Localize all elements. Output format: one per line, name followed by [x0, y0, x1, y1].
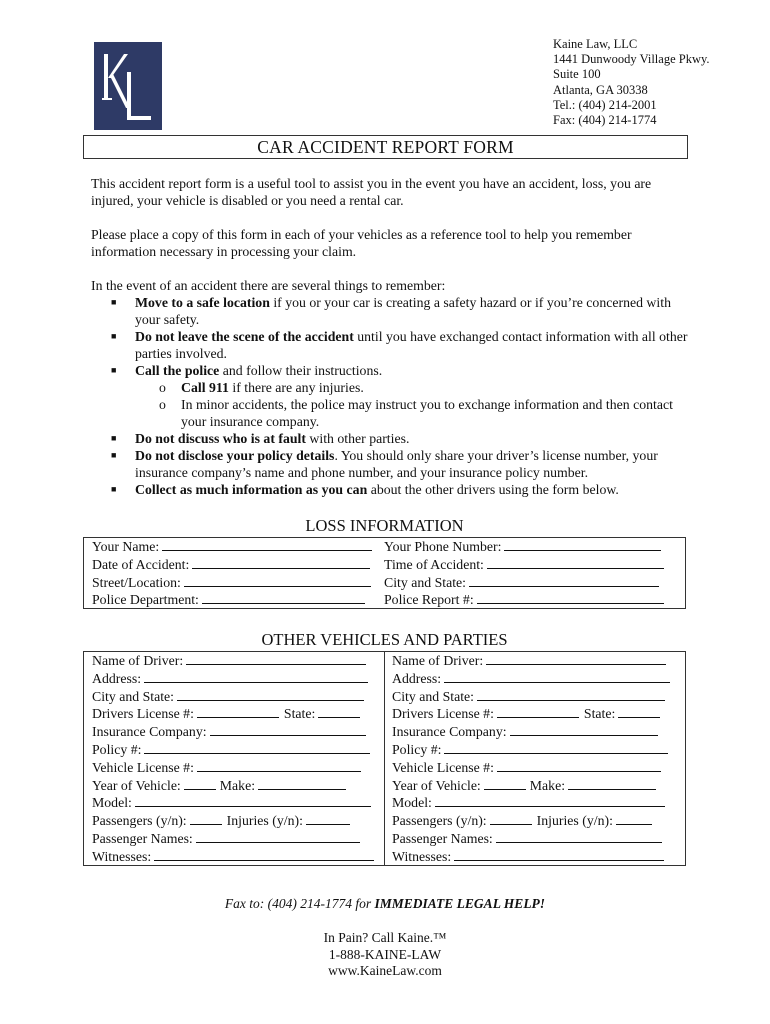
field-label: Insurance Company: [392, 724, 507, 740]
field-label: Drivers License #: [392, 706, 494, 722]
fax-emphasis: IMMEDIATE LEGAL HELP! [374, 896, 546, 911]
field-label: Injuries (y/n): [226, 813, 303, 829]
list-item [91, 430, 691, 447]
other-vehicles-box [83, 651, 686, 866]
vehicle-model-field[interactable] [435, 794, 665, 807]
injuries-field[interactable] [616, 812, 652, 825]
field-label: Make: [219, 777, 256, 793]
field-label: Vehicle License #: [92, 759, 194, 775]
vehicle-license-field[interactable] [497, 759, 661, 772]
field-label: Passenger Names: [392, 830, 493, 846]
footer [0, 930, 770, 980]
field-label: Passengers (y/n): [392, 813, 487, 829]
insurance-company-field[interactable] [210, 723, 366, 736]
list-item [91, 328, 691, 362]
policy-number-field[interactable] [444, 741, 668, 754]
column-divider [384, 652, 385, 865]
sub-list-item [91, 379, 691, 396]
field-label: Witnesses: [392, 848, 452, 864]
drivers-license-field[interactable] [197, 705, 279, 718]
city-state-field[interactable] [469, 574, 659, 587]
field-label: Police Report #: [384, 592, 474, 608]
list-item-bold: Do not disclose your policy details [135, 448, 335, 463]
square-bullet-icon: ■ [111, 365, 117, 375]
list-item [91, 362, 691, 379]
footer-phone: 1-888-KAINE-LAW [328, 946, 442, 962]
field-label: Name of Driver: [392, 653, 484, 668]
field-label: Model: [392, 795, 432, 811]
list-item-text: with other parties. [305, 431, 410, 446]
field-label: Your Phone Number: [384, 539, 502, 554]
address-line: 1441 Dunwoody Village Pkwy. [553, 52, 710, 67]
list-item-text: if you or your car is creating a safety hazard or if you’re concerned with your safety. [135, 295, 671, 327]
field-label: Year of Vehicle: [92, 777, 181, 793]
vehicle-year-field[interactable] [484, 777, 526, 790]
passengers-field[interactable] [190, 812, 222, 825]
field-label: Make: [529, 777, 566, 793]
field-label: City and State: [392, 688, 475, 704]
intro-paragraph-1: This accident report form is a useful tool to assist you in the event you have an accident, loss, you are injured, your vehicle is disabled or you need a rental car. [91, 176, 652, 208]
footer-website: www.KaineLaw.com [328, 963, 442, 978]
sub-item-text: In minor accidents, the police may instruct you to exchange information and then contact your insurance company. [181, 397, 673, 429]
witnesses-field[interactable] [154, 848, 374, 861]
loss-right-column [384, 538, 664, 609]
circle-bullet-icon: o [159, 380, 166, 395]
square-bullet-icon: ■ [111, 484, 117, 494]
field-label: Witnesses: [92, 848, 152, 864]
vehicle-license-field[interactable] [197, 759, 361, 772]
vehicle-model-field[interactable] [135, 794, 371, 807]
field-label: Date of Accident: [92, 556, 190, 572]
field-label: Policy #: [392, 741, 442, 757]
vehicle-year-field[interactable] [184, 777, 216, 790]
square-bullet-icon: ■ [111, 297, 117, 307]
list-item-text: until you have exchanged contact information with all other parties involved. [135, 329, 688, 361]
loss-section-title: LOSS INFORMATION [305, 516, 464, 535]
list-item-text: and follow their instructions. [219, 363, 383, 378]
other-section-title: OTHER VEHICLES AND PARTIES [261, 630, 508, 649]
police-department-field[interactable] [202, 591, 365, 604]
field-label: City and State: [92, 688, 175, 704]
police-report-field[interactable] [477, 591, 664, 604]
sub-item-bold: Call 911 [181, 380, 229, 395]
list-item-bold: Move to a safe location [135, 295, 270, 310]
witnesses-field[interactable] [454, 848, 664, 861]
loss-left-column [92, 538, 372, 609]
city-state-field[interactable] [477, 688, 665, 701]
field-label: State: [283, 706, 316, 722]
list-item [91, 447, 691, 481]
checklist [91, 294, 691, 498]
sub-item-text: if there are any injuries. [228, 380, 364, 395]
intro-paragraph-2: Please place a copy of this form in each of your vehicles as a reference tool to help you remember information necessary in processing your claim. [91, 227, 632, 259]
kl-monogram-icon [94, 42, 162, 130]
intro-paragraph-3: In the event of an accident there are several things to remember: [91, 278, 446, 293]
passenger-names-field[interactable] [196, 830, 360, 843]
field-label: Your Name: [92, 539, 160, 554]
drivers-license-field[interactable] [497, 705, 579, 718]
your-phone-field[interactable] [504, 538, 661, 551]
field-label: Injuries (y/n): [536, 813, 613, 829]
driver-name-field[interactable] [186, 652, 366, 665]
fax-text: Fax to: (404) 214-1774 for [224, 896, 375, 911]
form-title-box [83, 135, 688, 159]
field-label: Street/Location: [92, 574, 181, 590]
list-item [91, 294, 691, 328]
sub-list-item [91, 396, 691, 430]
license-state-field[interactable] [318, 705, 360, 718]
injuries-field[interactable] [306, 812, 350, 825]
field-label: Policy #: [92, 741, 142, 757]
field-label: Time of Accident: [384, 556, 484, 572]
firm-logo [94, 42, 162, 130]
field-label: Year of Vehicle: [392, 777, 481, 793]
form-title: CAR ACCIDENT REPORT FORM [257, 136, 514, 157]
list-item-bold: Collect as much information as you can [135, 482, 368, 497]
address-line: Suite 100 [553, 67, 601, 82]
square-bullet-icon: ■ [111, 433, 117, 443]
passenger-names-field[interactable] [496, 830, 662, 843]
address-line: Tel.: (404) 214-2001 [553, 97, 657, 112]
square-bullet-icon: ■ [111, 450, 117, 460]
field-label: Address: [92, 670, 142, 686]
firm-address [553, 37, 710, 128]
list-item-text: . You should only share your driver’s license number, your insurance company’s name and phone number, and your insurance policy number. [135, 448, 658, 480]
list-item-text: about the other drivers using the form below. [367, 482, 619, 497]
loss-info-box [83, 537, 686, 609]
your-name-field[interactable] [162, 538, 372, 551]
field-label: Address: [392, 670, 442, 686]
driver-name-field[interactable] [486, 652, 666, 665]
field-label: State: [583, 706, 616, 722]
street-location-field[interactable] [184, 574, 371, 587]
vehicle-make-field[interactable] [568, 777, 656, 790]
policy-number-field[interactable] [144, 741, 370, 754]
footer-tagline: In Pain? Call Kaine.™ [323, 930, 447, 945]
insurance-company-field[interactable] [510, 723, 658, 736]
field-label: Vehicle License #: [392, 759, 494, 775]
address-line: Fax: (404) 214-1774 [553, 113, 657, 128]
fax-callout [0, 896, 770, 912]
address-field[interactable] [144, 670, 368, 683]
driver-2-column [392, 652, 670, 866]
field-label: Drivers License #: [92, 706, 194, 722]
field-label: Passengers (y/n): [92, 813, 187, 829]
field-label: Name of Driver: [92, 653, 184, 668]
driver-1-column [92, 652, 374, 866]
list-item-bold: Do not discuss who is at fault [135, 431, 306, 446]
address-line: Kaine Law, LLC [553, 37, 638, 51]
field-label: Passenger Names: [92, 830, 193, 846]
list-item-bold: Call the police [135, 363, 220, 378]
list-item-bold: Do not leave the scene of the accident [135, 329, 354, 344]
list-item [91, 481, 691, 498]
circle-bullet-icon: o [159, 397, 166, 412]
vehicle-make-field[interactable] [258, 777, 346, 790]
time-of-accident-field[interactable] [487, 556, 664, 569]
city-state-field[interactable] [177, 688, 364, 701]
field-label: Insurance Company: [92, 724, 207, 740]
field-label: City and State: [384, 574, 467, 590]
license-state-field[interactable] [618, 705, 660, 718]
field-label: Police Department: [92, 592, 199, 608]
field-label: Model: [92, 795, 132, 811]
date-of-accident-field[interactable] [192, 556, 370, 569]
square-bullet-icon: ■ [111, 331, 117, 341]
address-field[interactable] [444, 670, 670, 683]
address-line: Atlanta, GA 30338 [553, 82, 648, 97]
passengers-field[interactable] [490, 812, 532, 825]
